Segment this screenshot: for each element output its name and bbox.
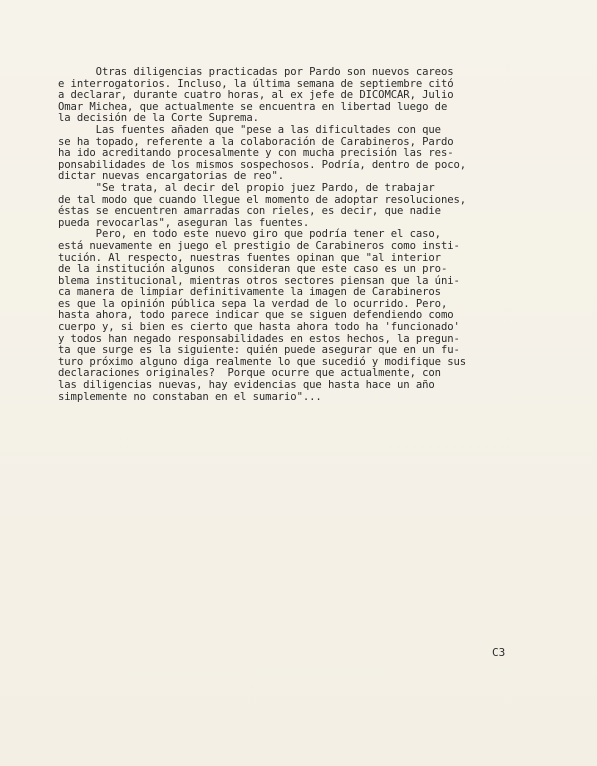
text-line: tución. Al respecto, nuestras fuentes opinan que "al interior bbox=[58, 251, 441, 264]
text-line: Las fuentes añaden que "pese a las dificultades con que bbox=[58, 123, 441, 136]
text-line: ta que surge es la siguiente: quién puede asegurar que en un fu- bbox=[58, 344, 460, 357]
text-line: Pero, en todo este nuevo giro que podría tener el caso, bbox=[58, 228, 441, 241]
text-line: hasta ahora, todo parece indicar que se siguen defendiendo como bbox=[58, 309, 454, 322]
text-line: ha ido acreditando procesalmente y con mucha precisión las res- bbox=[58, 147, 454, 160]
text-line: dictar nuevas encargatorias de reo". bbox=[58, 170, 285, 183]
text-line: la decisión de la Corte Suprema. bbox=[58, 112, 259, 125]
text-line: a declarar, durante cuatro horas, al ex jefe de DICOMCAR, Julio bbox=[58, 89, 454, 102]
text-line: éstas se encuentren amarradas con rieles, es decir, que nadie bbox=[58, 205, 441, 218]
text-line: ponsabilidades de los mismos sospechosos. Podría, dentro de poco, bbox=[58, 158, 467, 171]
text-line: está nuevamente en juego el prestigio de Carabineros como insti- bbox=[58, 239, 460, 252]
text-line: ca manera de limpiar definitivamente la imagen de Carabineros bbox=[58, 286, 441, 299]
text-line: Omar Michea, que actualmente se encuentra en libertad luego de bbox=[58, 100, 448, 113]
text-line: y todos han negado responsabilidades en estos hechos, la pregun- bbox=[58, 332, 460, 345]
text-line: se ha topado, referente a la colaboración de Carabineros, Pardo bbox=[58, 135, 454, 148]
text-line: pueda revocarlas", aseguran las fuentes. bbox=[58, 216, 310, 229]
text-line: turo próximo alguno diga realmente lo que sucedió y modifique sus bbox=[58, 355, 467, 368]
body-text bbox=[58, 67, 538, 403]
text-line: declaraciones originales? Porque ocurre que actualmente, con bbox=[58, 367, 441, 380]
text-line: de tal modo que cuando llegue el momento de adoptar resoluciones, bbox=[58, 193, 467, 206]
text-line: "Se trata, al decir del propio juez Pardo, de trabajar bbox=[58, 181, 435, 194]
text-line: Otras diligencias practicadas por Pardo son nuevos careos bbox=[58, 66, 454, 78]
text-line: blema institucional, mientras otros sectores piensan que la úni- bbox=[58, 274, 460, 287]
text-line: e interrogatorios. Incluso, la última semana de septiembre citó bbox=[58, 77, 454, 90]
text-line: cuerpo y, si bien es cierto que hasta ahora todo ha 'funcionado' bbox=[58, 321, 460, 334]
text-line: de la institución algunos consideran que este caso es un pro- bbox=[58, 263, 448, 276]
text-line: simplemente no constaban en el sumario"... bbox=[58, 390, 322, 403]
page-number: C3 bbox=[492, 646, 506, 659]
text-line: es que la opinión pública sepa la verdad de lo ocurrido. Pero, bbox=[58, 297, 448, 310]
text-line: las diligencias nuevas, hay evidencias que hasta hace un año bbox=[58, 379, 435, 392]
